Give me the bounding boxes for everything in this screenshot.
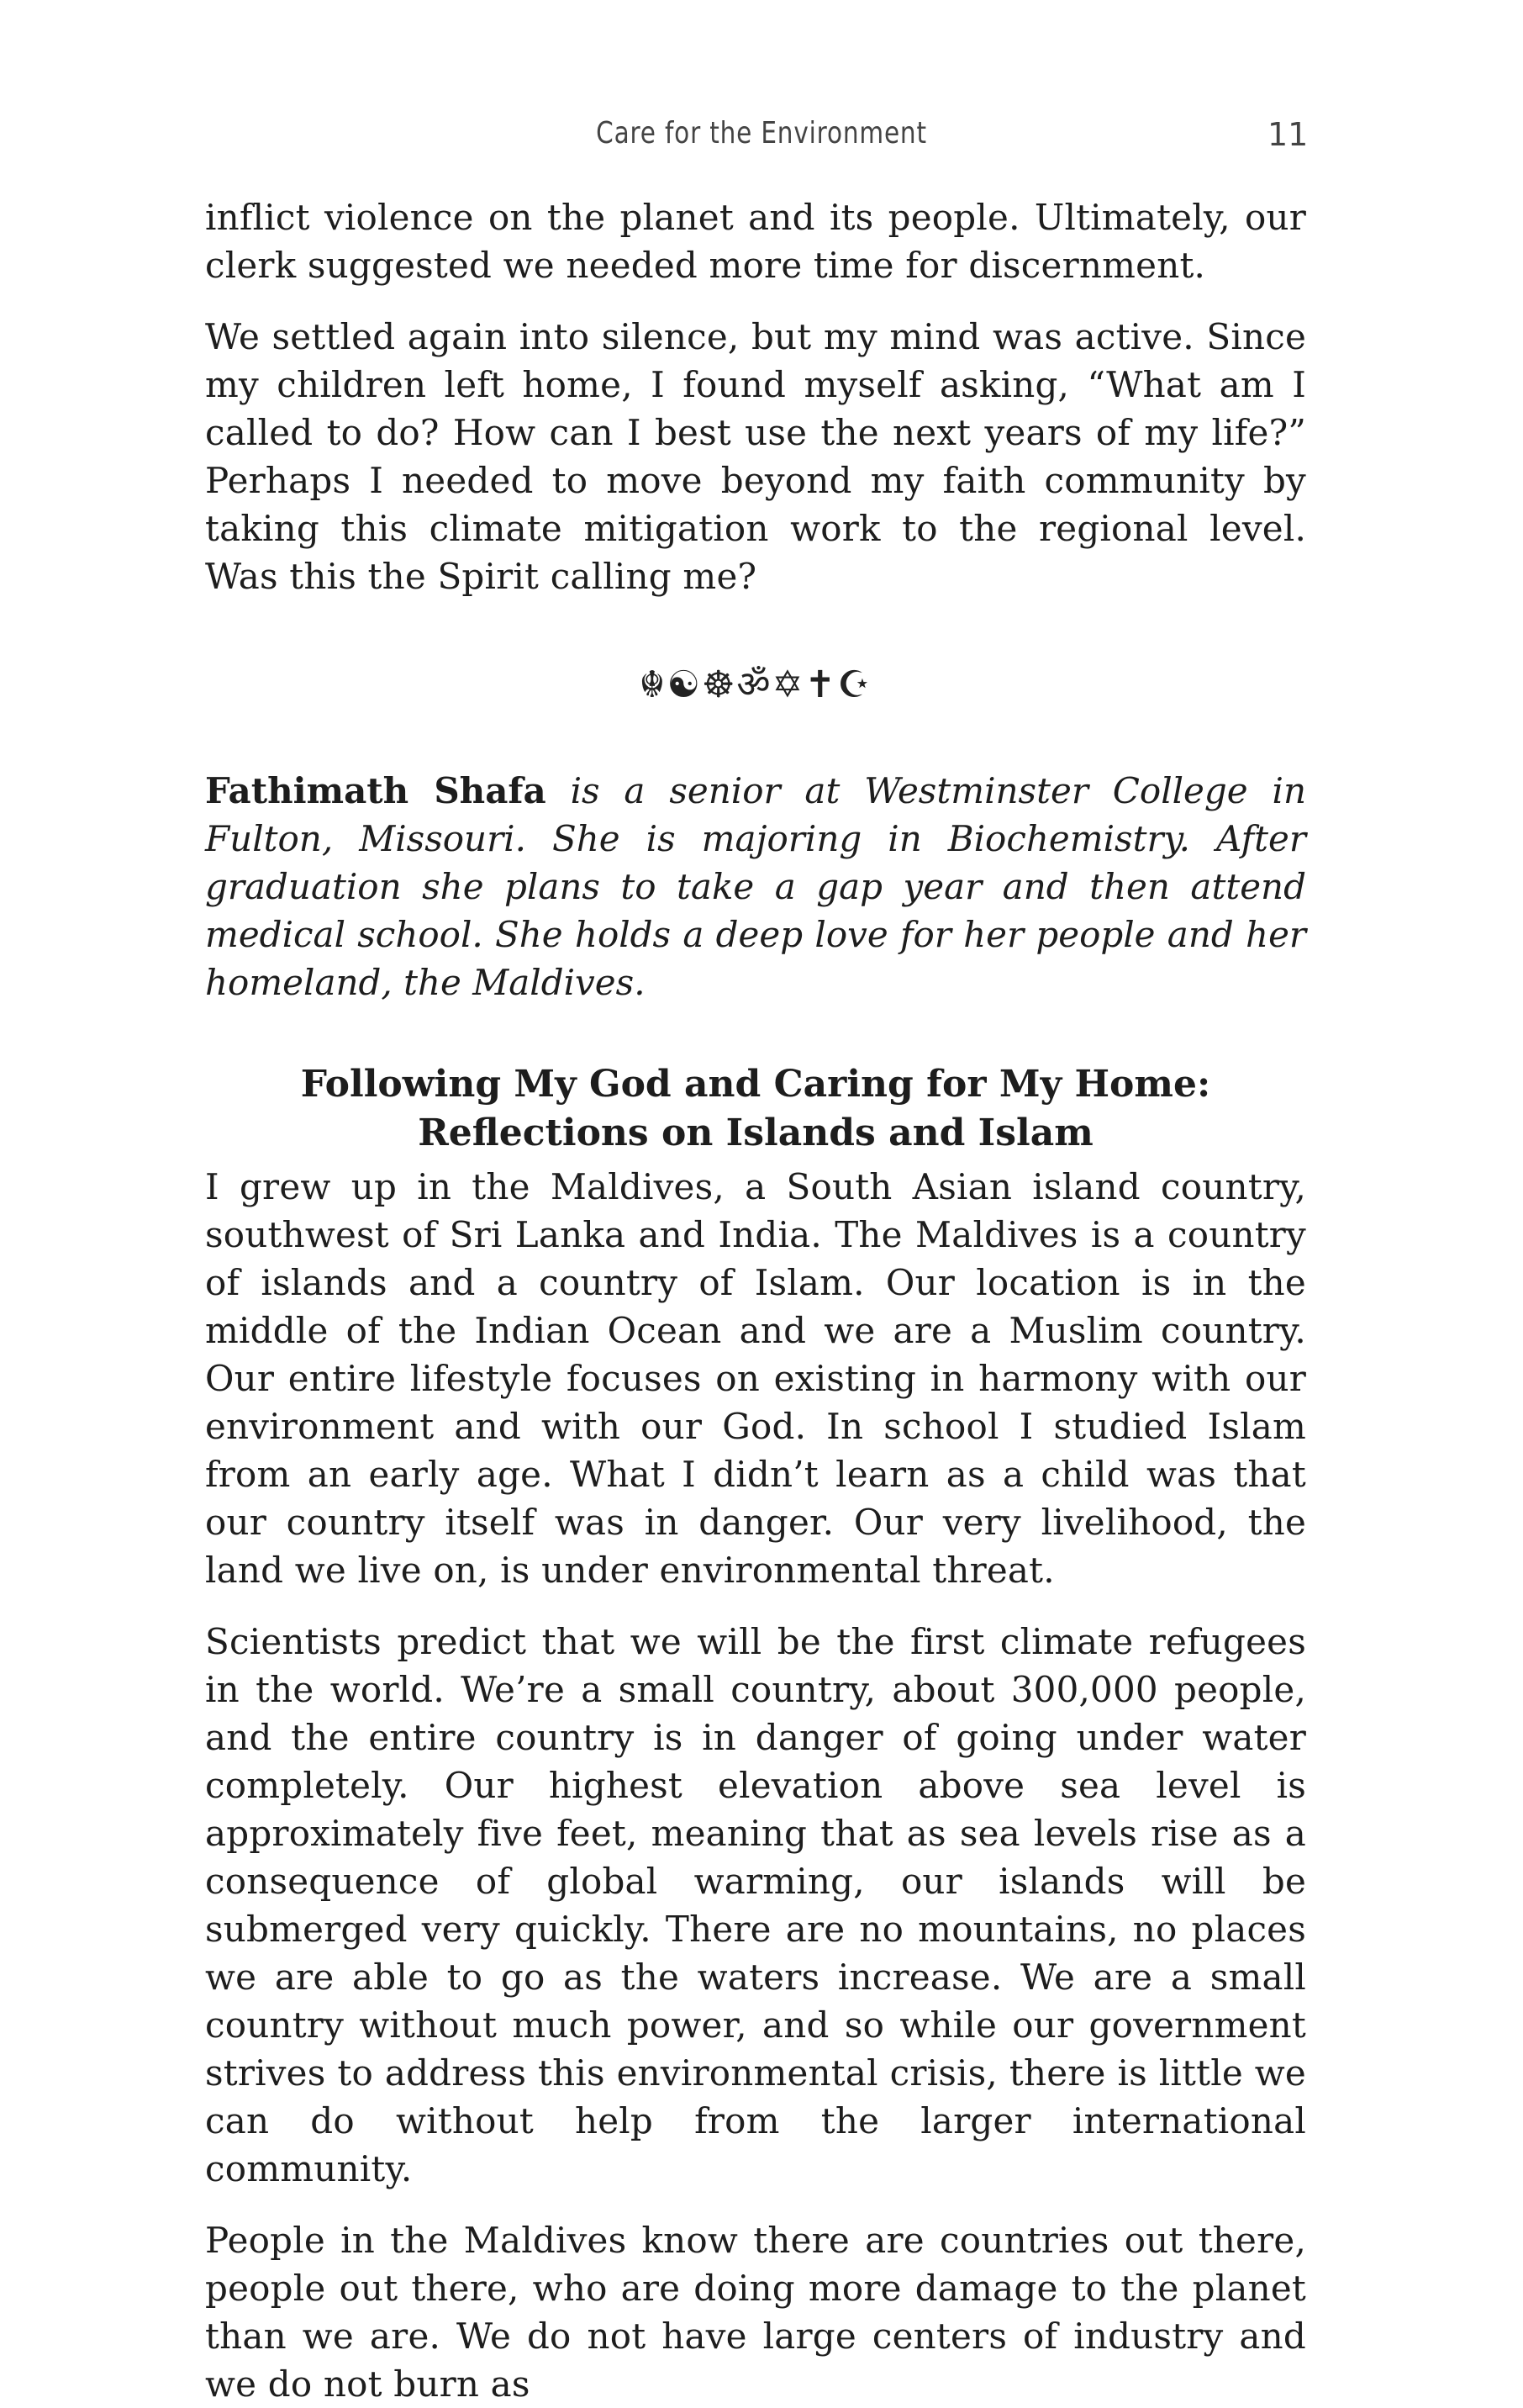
running-header [0, 116, 1523, 158]
author-description: is a senior at Westminster College in Fulton, Missouri. She is majoring in Biochemistry. After graduation she plans to take a gap year and then attend medical school. She holds a deep love for her people and her homeland, the Maldives. [205, 770, 1306, 1003]
paragraph-damage: People in the Maldives know there are countries out there, people out there, who are doing more damage to the planet than we are. We do not have large centers of industry and we do not burn as [205, 2220, 1306, 2405]
chapter-title-line1: Following My God and Caring for My Home: [300, 1063, 1211, 1106]
paragraph-discernment: We settled again into silence, but my mind was active. Since my children left home, I found myself asking, “What am I called to do? How can I best use the next years of my life?” Perhaps I needed to move beyond my faith community by taking this climate mitigation work to the regional level. Was this the Spirit calling me? [205, 316, 1306, 597]
chapter-title [205, 1060, 1306, 1158]
interfaith-symbols-icon: ☬☯☸ॐ✡✝☪ [639, 663, 872, 706]
author-name: Fathimath Shafa [205, 770, 546, 811]
page-number: 11 [1267, 116, 1309, 153]
paragraph-continuation: inflict violence on the planet and its people. Ultimately, our clerk suggested we needed more time for discernment. [205, 197, 1306, 286]
running-title: Care for the Environment [596, 116, 927, 150]
chapter-title-line2: Reflections on Islands and Islam [418, 1112, 1094, 1154]
author-bio [205, 767, 1306, 1006]
body-text [205, 193, 1306, 2408]
paragraph-maldives: I grew up in the Maldives, a South Asian island country, southwest of Sri Lanka and India. The Maldives is a country of islands and a country of Islam. Our location is in the middle of the Indian Ocean and we are a Muslim country. Our entire lifestyle focuses on existing in harmony with our environment and with our God. In school I studied Islam from an early age. What I didn’t learn as a child was that our country itself was in danger. Our very livelihood, the land we live on, is under environmental threat. [205, 1166, 1306, 1591]
paragraph-climate-refugees: Scientists predict that we will be the first climate refugees in the world. We’re a small country, about 300,000 people, and the entire country is in danger of going under water completely. Our highest elevation above sea level is approximately five feet, meaning that as sea levels rise as a consequence of global warming, our islands will be submerged very quickly. There are no mountains, no places we are able to go as the waters increase. We are a small country without much power, and so while our government strives to address this environmental crisis, there is little we can do without help from the larger international community. [205, 1621, 1306, 2189]
